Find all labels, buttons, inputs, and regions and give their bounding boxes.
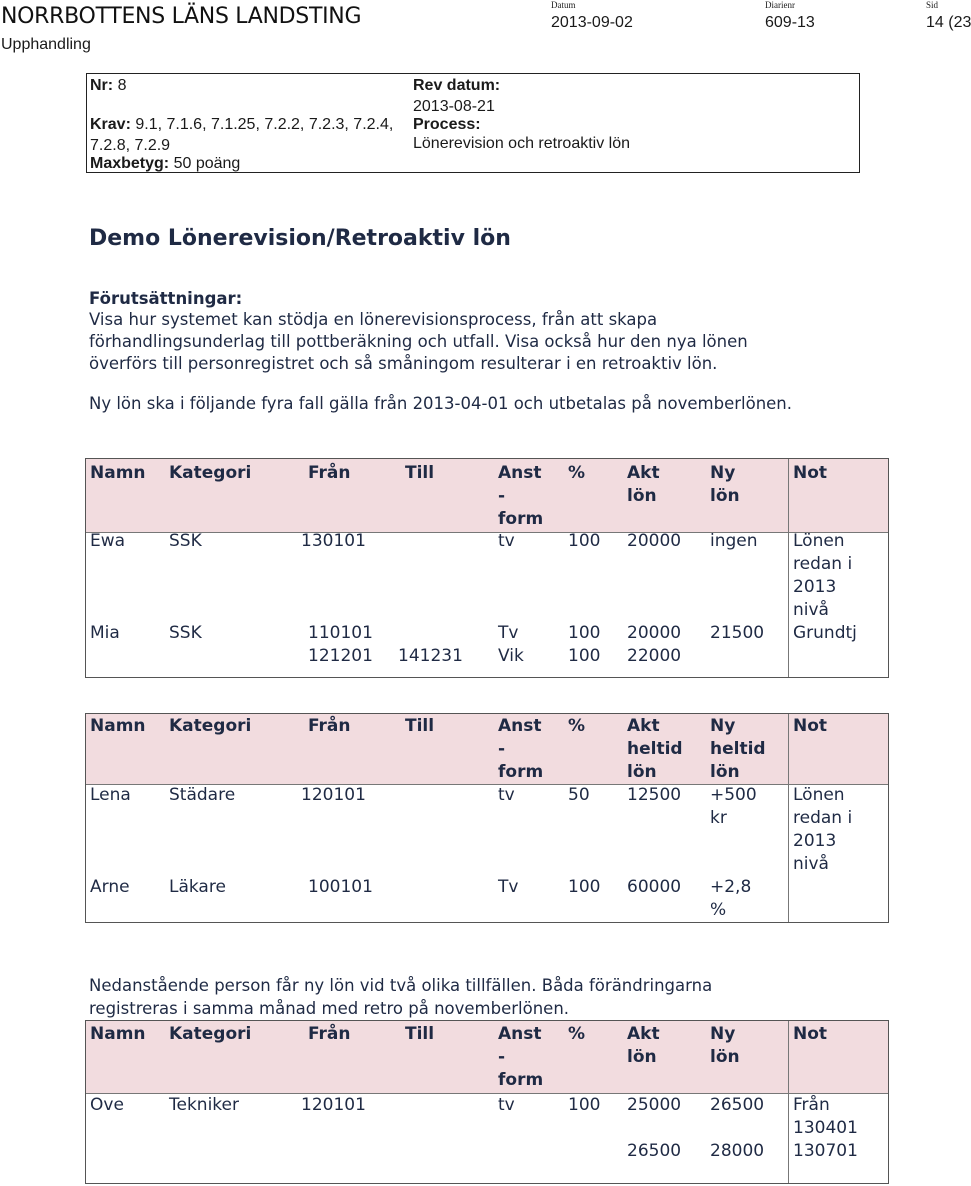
cell-fran: 130101 [301,531,366,551]
krav-label: Krav: [90,116,131,133]
cell-namn: Lena [90,785,131,805]
page-label: Sid [926,0,939,10]
cell-kategori: SSK [169,531,202,551]
cell-anstform: tv [498,785,515,805]
header-till: Till [405,463,435,483]
header-ny-heltid-lon: Ny heltid lön [710,716,766,782]
cell-anstform: tv [498,1095,515,1115]
header-kategori: Kategori [169,1024,252,1044]
cell-ny-lon: ingen [710,531,758,551]
header-akt-heltid-lon: Akt heltid lön [627,716,683,782]
cell-akt-lon: 25000 26500 [627,1095,682,1161]
cell-ny-lon: 26500 28000 [710,1095,765,1161]
header-ny-lon: Ny lön [710,463,740,506]
prerequisites-line-1: Visa hur systemet kan stödja en lönerevisionsprocess, från att skapa [89,310,658,329]
header-ny-lon: Ny lön [710,1024,740,1067]
requirement-meta-box [86,73,860,173]
cell-anstform: Tv Vik [498,623,524,666]
cell-fran: 120101 [301,785,366,805]
note-line-2: registreras i samma månad med retro på novemberlönen. [89,999,570,1018]
process-label-text: Process: [413,116,481,133]
cell-anstform: Tv [498,877,519,897]
prerequisites-line-2: förhandlingsunderlag till pottberäkning och utfall. Visa också hur den nya lönen [89,332,748,351]
cell-not: Lönen redan i 2013 nivå [793,785,853,874]
rev-date-label [413,75,500,96]
cell-fran: 120101 [301,1095,366,1115]
cell-ny-heltid-lon: +2,8 % [710,877,752,920]
cell-ny-lon: 21500 [710,623,765,643]
header-kategori: Kategori [169,463,252,483]
rev-date-value: 2013-08-21 [413,98,495,115]
header-anstform: Anst - form [498,1024,544,1090]
krav-line [90,114,393,135]
header-percent: % [568,463,586,483]
krav-value-continued: 7.2.8, 7.2.9 [90,137,171,154]
nr-value: 8 [117,77,127,94]
prerequisites-heading: Förutsättningar: [89,289,243,308]
nr-label: Nr: [90,77,114,94]
cell-not: Lönen redan i 2013 nivå [793,531,853,620]
header-fran: Från [308,1024,351,1044]
header-namn: Namn [90,463,146,483]
header-till: Till [405,1024,435,1044]
cell-ny-heltid-lon: +500 kr [710,785,757,828]
cell-namn: Ewa [90,531,126,551]
salary-table-3 [85,1020,889,1184]
cell-percent: 100 [568,531,601,551]
page-number: 14 (23 [926,14,971,31]
cell-fran: 110101 121201 [308,623,373,666]
header-not: Not [793,463,828,483]
cell-not: Grundtj [793,623,857,643]
cell-akt-heltid-lon: 60000 [627,877,682,897]
organization-name: NORRBOTTENS LÄNS LANDSTING [1,4,362,29]
cell-namn: Arne [90,877,130,897]
header-fran: Från [308,463,351,483]
column-divider [788,714,789,922]
krav-value: 9.1, 7.1.6, 7.1.25, 7.2.2, 7.2.3, 7.2.4, [135,116,394,133]
header-percent: % [568,1024,586,1044]
header-akt-lon: Akt lön [627,463,660,506]
nr-line [90,75,126,96]
cell-akt-lon: 20000 [627,531,682,551]
maxbetyg-line [90,153,240,174]
diarienr-value: 609-13 [765,14,815,31]
header-namn: Namn [90,716,146,736]
department-name: Upphandling [1,36,91,53]
cell-fran: 100101 [308,877,373,897]
header-not: Not [793,716,828,736]
cell-akt-lon: 20000 22000 [627,623,682,666]
intro-line: Ny lön ska i följande fyra fall gälla från 2013-04-01 och utbetalas på novemberlönen. [89,394,793,413]
process-value: Lönerevision och retroaktiv lön [413,135,631,152]
cell-namn: Ove [90,1095,124,1115]
cell-not: Från 130401 130701 [793,1095,858,1161]
header-kategori: Kategori [169,716,252,736]
maxbetyg-label: Maxbetyg: [90,155,170,172]
header-not: Not [793,1024,828,1044]
header-akt-lon: Akt lön [627,1024,660,1067]
cell-percent: 100 100 [568,623,601,666]
header-anstform: Anst - form [498,716,544,782]
header-percent: % [568,716,586,736]
document-title: Demo Lönerevision/Retroaktiv lön [89,226,511,251]
salary-table-1 [85,458,889,678]
process-label [413,114,481,135]
prerequisites-line-3: överförs till personregistret och så småningom resulterar i en retroaktiv lön. [89,354,718,373]
cell-percent: 50 [568,785,590,805]
maxbetyg-value: 50 poäng [173,155,241,172]
rev-date-label-text: Rev datum: [413,77,501,94]
date-label: Datum [551,0,576,10]
cell-percent: 100 [568,877,601,897]
cell-kategori: Städare [169,785,236,805]
header-anstform: Anst - form [498,463,544,529]
cell-kategori: Tekniker [169,1095,239,1115]
cell-akt-heltid-lon: 12500 [627,785,682,805]
cell-percent: 100 [568,1095,601,1115]
header-till: Till [405,716,435,736]
cell-till: 141231 [398,646,463,666]
diarienr-label: Diarienr [765,0,795,10]
cell-kategori: Läkare [169,877,226,897]
cell-namn: Mia [90,623,120,643]
cell-anstform: tv [498,531,515,551]
header-namn: Namn [90,1024,146,1044]
date-value: 2013-09-02 [551,14,633,31]
header-fran: Från [308,716,351,736]
column-divider [788,459,789,677]
note-line-1: Nedanstående person får ny lön vid två olika tillfällen. Båda förändringarna [89,976,713,995]
cell-kategori: SSK [169,623,202,643]
salary-table-2 [85,713,889,923]
column-divider [788,1021,789,1183]
